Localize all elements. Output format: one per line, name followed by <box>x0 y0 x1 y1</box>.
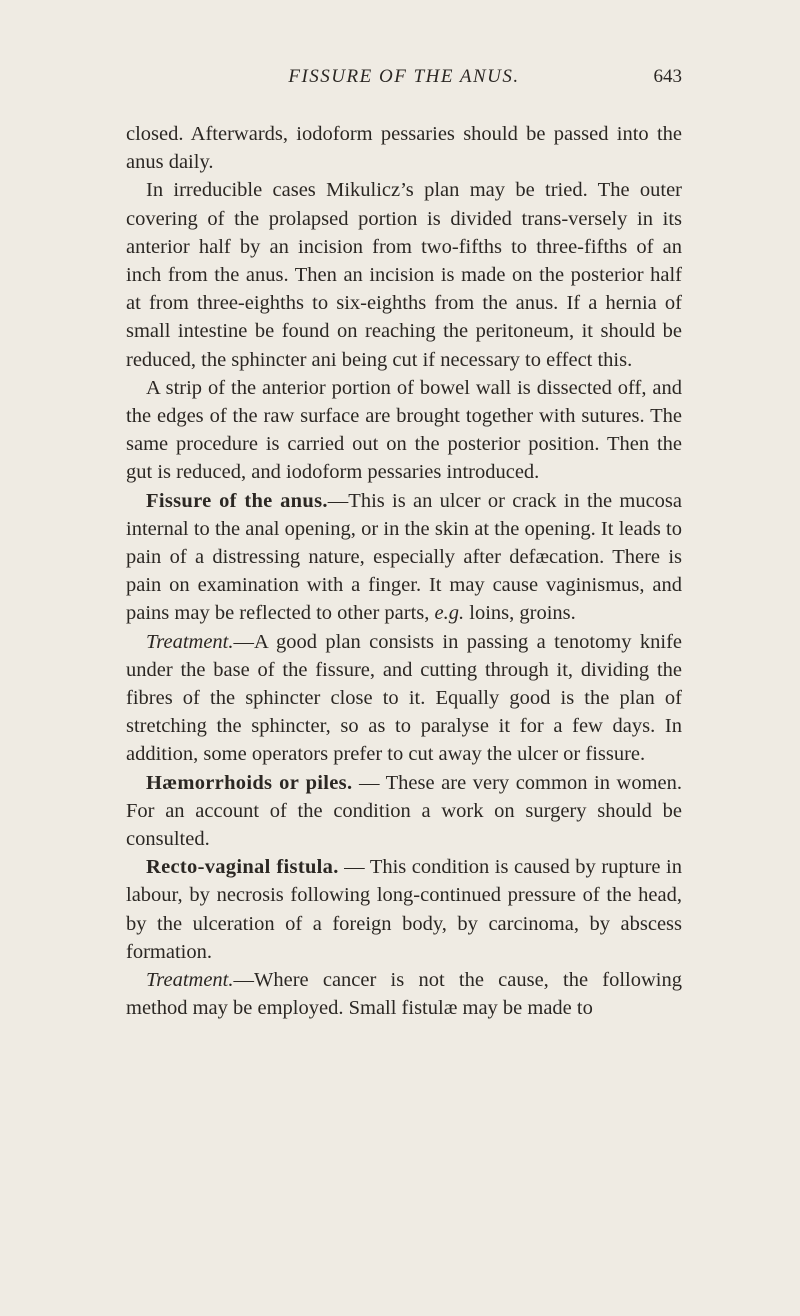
paragraph-text: — This condition is caused by rupture in labour, by necrosis following long-continued pressure of the head, by the ulceration of a foreign body, by carcinoma, by abscess formation. <box>126 856 682 963</box>
paragraph-strip <box>126 374 682 487</box>
paragraph-text: — These are very common in women. For an account of the condition a work on surgery should be consulted. <box>126 771 682 851</box>
paragraph-haemorrhoids <box>126 769 682 854</box>
paragraph-treatment-fissure <box>126 628 682 769</box>
paragraph-mikulicz <box>126 176 682 373</box>
section-heading-haemorrhoids: Hæmorrhoids or piles. <box>146 771 353 794</box>
abbreviation-eg: e.g. <box>434 602 465 625</box>
paragraph-text: —This is an ulcer or crack in the mucosa internal to the anal opening, or in the skin at the opening. It leads to pain of a distressing nature, especially after defæcation. There is pain on examination with a finger. It may cause vaginismus, and pains may be reflected to other parts, <box>126 489 683 625</box>
page-header <box>126 66 682 96</box>
treatment-lead: Treatment. <box>146 969 234 992</box>
section-heading-fissure: Fissure of the anus. <box>146 489 328 512</box>
paragraph-treatment-fistula <box>126 966 682 1022</box>
running-title: FISSURE OF THE ANUS. <box>288 66 520 87</box>
section-heading-recto-vaginal: Recto-vaginal fistula. <box>146 856 339 879</box>
paragraph-text-end: loins, groins. <box>464 602 576 625</box>
treatment-lead: Treatment. <box>146 630 234 653</box>
paragraph-text: —Where cancer is not the cause, the following method may be employed. Small fistulæ may be made to <box>126 969 682 1020</box>
paragraph-text: —A good plan consists in passing a tenotomy knife under the base of the fissure, and cutting through it, dividing the fibres of the sphincter close to it. Equally good is the plan of stretching the sphincter, so as to paralyse it for a few days. In addition, some operators prefer to cut away the ulcer or fissure. <box>126 630 682 766</box>
paragraph-fissure <box>126 487 682 628</box>
paragraph-recto-vaginal <box>126 853 682 966</box>
paragraph-text: In irreducible cases Mikulicz’s plan may be tried. The outer covering of the prolapsed portion is divided trans-versely in its anterior half by an incision from two-fifths to three-fifths of an inch from the anus. Then an incision is made on the posterior half at from three-eighths to six-eighths from the anus. If a hernia of small intestine be found on reaching the peritoneum, it should be reduced, the sphincter ani being cut if necessary to effect this. <box>126 179 682 371</box>
body-text <box>126 120 682 1023</box>
paragraph-1 <box>126 120 682 176</box>
paragraph-text: closed. Afterwards, iodoform pessaries should be passed into the anus daily. <box>126 123 682 174</box>
page-number: 643 <box>653 66 682 87</box>
paragraph-text: A strip of the anterior portion of bowel wall is dissected off, and the edges of the raw surface are brought together with sutures. The same procedure is carried out on the posterior position. Then the gut is reduced, and iodoform pessaries introduced. <box>126 376 682 484</box>
